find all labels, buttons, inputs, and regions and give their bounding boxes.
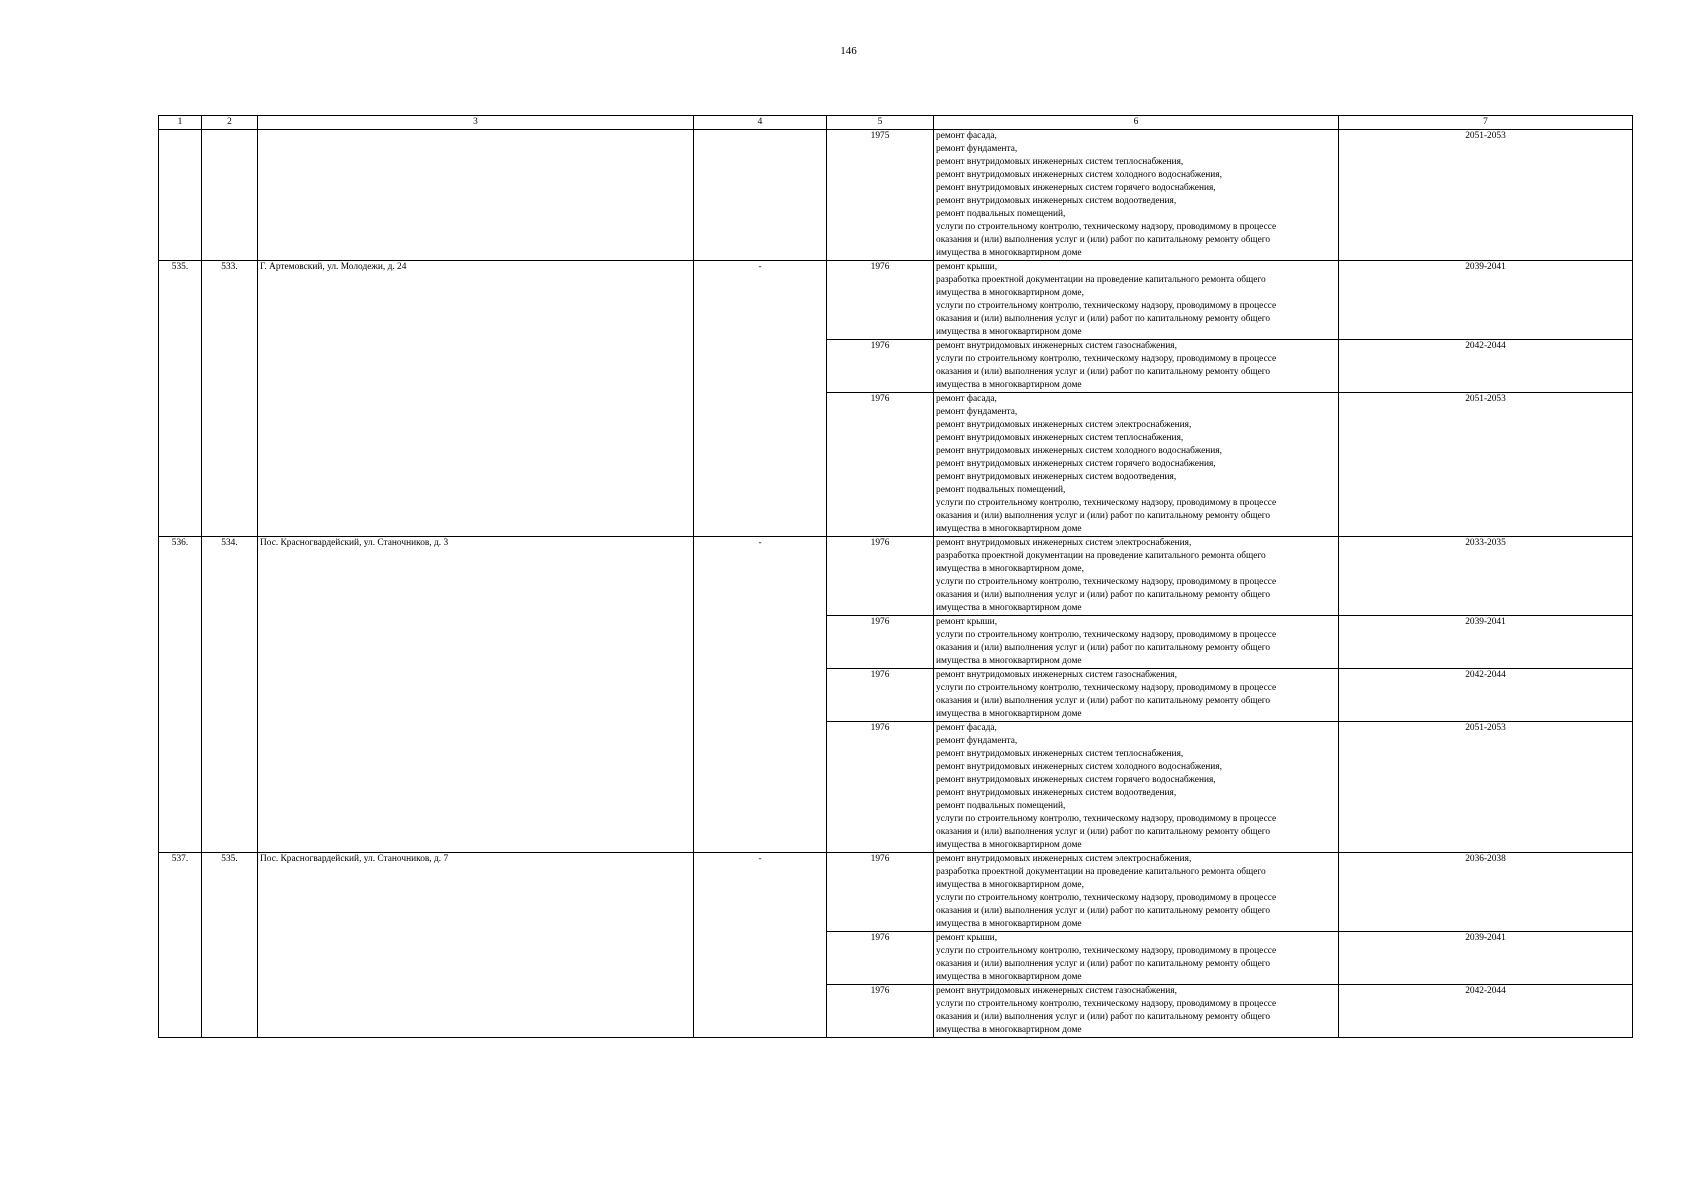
- row-number-cell: 535.: [159, 261, 202, 537]
- works-cell: ремонт крыши, услуги по строительному контролю, техническому надзору, проводимому в процессе оказания и (или) выполнения услуг и (или) работ по капитальному ремонту общего имущества в многоквартирном доме: [934, 932, 1339, 985]
- year-cell: 1975: [827, 130, 934, 261]
- col4-cell: -: [694, 537, 827, 853]
- row-number-cell: 536.: [159, 537, 202, 853]
- address-cell: Пос. Красногвардейский, ул. Станочников, д. 7: [258, 853, 694, 1038]
- works-cell: ремонт внутридомовых инженерных систем газоснабжения, услуги по строительному контролю, техническому надзору, проводимому в процессе оказания и (или) выполнения услуг и (или) работ по капитальному ремонту общего имущества в многоквартирном доме: [934, 669, 1339, 722]
- item-number-cell: 534.: [202, 537, 258, 853]
- header-col-6: 6: [934, 116, 1339, 130]
- table-row: [159, 853, 1633, 932]
- period-cell: 2039-2041: [1339, 932, 1633, 985]
- address-cell: [258, 130, 694, 261]
- header-row: [159, 116, 1633, 130]
- period-cell: 2039-2041: [1339, 616, 1633, 669]
- page-number: 146: [840, 45, 857, 57]
- period-cell: 2042-2044: [1339, 340, 1633, 393]
- table-row: [159, 261, 1633, 340]
- address-cell: Г. Артемовский, ул. Молодежи, д. 24: [258, 261, 694, 537]
- col4-cell: -: [694, 261, 827, 537]
- table-header: [159, 116, 1633, 130]
- period-cell: 2051-2053: [1339, 722, 1633, 853]
- header-col-4: 4: [694, 116, 827, 130]
- year-cell: 1976: [827, 932, 934, 985]
- period-cell: 2051-2053: [1339, 393, 1633, 537]
- works-cell: ремонт крыши, услуги по строительному контролю, техническому надзору, проводимому в процессе оказания и (или) выполнения услуг и (или) работ по капитальному ремонту общего имущества в многоквартирном доме: [934, 616, 1339, 669]
- header-col-2: 2: [202, 116, 258, 130]
- header-col-5: 5: [827, 116, 934, 130]
- year-cell: 1976: [827, 669, 934, 722]
- repair-schedule-table: [158, 115, 1633, 1038]
- item-number-cell: 533.: [202, 261, 258, 537]
- item-number-cell: [202, 130, 258, 261]
- period-cell: 2033-2035: [1339, 537, 1633, 616]
- year-cell: 1976: [827, 722, 934, 853]
- table-row: [159, 537, 1633, 616]
- row-number-cell: 537.: [159, 853, 202, 1038]
- period-cell: 2036-2038: [1339, 853, 1633, 932]
- period-cell: 2051-2053: [1339, 130, 1633, 261]
- header-col-1: 1: [159, 116, 202, 130]
- works-cell: ремонт внутридомовых инженерных систем газоснабжения, услуги по строительному контролю, техническому надзору, проводимому в процессе оказания и (или) выполнения услуг и (или) работ по капитальному ремонту общего имущества в многоквартирном доме: [934, 340, 1339, 393]
- works-cell: ремонт внутридомовых инженерных систем электроснабжения, разработка проектной документации на проведение капитального ремонта общего имущества в многоквартирном доме, услуги по строительному контролю, техническому надзору, проводимому в процессе оказания и (или) выполнения услуг и (или) работ по капитальному ремонту общего имущества в многоквартирном доме: [934, 537, 1339, 616]
- period-cell: 2039-2041: [1339, 261, 1633, 340]
- year-cell: 1976: [827, 853, 934, 932]
- table-row: [159, 130, 1633, 261]
- works-cell: ремонт фасада, ремонт фундамента, ремонт внутридомовых инженерных систем теплоснабжения, ремонт внутридомовых инженерных систем холодного водоснабжения, ремонт внутридомовых инженерных систем горячего водоснабжения, ремонт внутридомовых инженерных систем водоотведения, ремонт подвальных помещений, услуги по строительному контролю, техническому надзору, проводимому в процессе оказания и (или) выполнения услуг и (или) работ по капитальному ремонту общего имущества в многоквартирном доме: [934, 130, 1339, 261]
- table-body: [159, 130, 1633, 1038]
- year-cell: 1976: [827, 261, 934, 340]
- col4-cell: -: [694, 853, 827, 1038]
- period-cell: 2042-2044: [1339, 669, 1633, 722]
- works-cell: ремонт фасада, ремонт фундамента, ремонт внутридомовых инженерных систем электроснабжения, ремонт внутридомовых инженерных систем теплоснабжения, ремонт внутридомовых инженерных систем холодного водоснабжения, ремонт внутридомовых инженерных систем горячего водоснабжения, ремонт внутридомовых инженерных систем водоотведения, ремонт подвальных помещений, услуги по строительному контролю, техническому надзору, проводимому в процессе оказания и (или) выполнения услуг и (или) работ по капитальному ремонту общего имущества в многоквартирном доме: [934, 393, 1339, 537]
- year-cell: 1976: [827, 985, 934, 1038]
- col4-cell: [694, 130, 827, 261]
- year-cell: 1976: [827, 537, 934, 616]
- year-cell: 1976: [827, 393, 934, 537]
- year-cell: 1976: [827, 616, 934, 669]
- period-cell: 2042-2044: [1339, 985, 1633, 1038]
- works-cell: ремонт внутридомовых инженерных систем газоснабжения, услуги по строительному контролю, техническому надзору, проводимому в процессе оказания и (или) выполнения услуг и (или) работ по капитальному ремонту общего имущества в многоквартирном доме: [934, 985, 1339, 1038]
- item-number-cell: 535.: [202, 853, 258, 1038]
- year-cell: 1976: [827, 340, 934, 393]
- works-cell: ремонт крыши, разработка проектной документации на проведение капитального ремонта общего имущества в многоквартирном доме, услуги по строительному контролю, техническому надзору, проводимому в процессе оказания и (или) выполнения услуг и (или) работ по капитальному ремонту общего имущества в многоквартирном доме: [934, 261, 1339, 340]
- address-cell: Пос. Красногвардейский, ул. Станочников, д. 3: [258, 537, 694, 853]
- header-col-7: 7: [1339, 116, 1633, 130]
- row-number-cell: [159, 130, 202, 261]
- works-cell: ремонт фасада, ремонт фундамента, ремонт внутридомовых инженерных систем теплоснабжения, ремонт внутридомовых инженерных систем холодного водоснабжения, ремонт внутридомовых инженерных систем горячего водоснабжения, ремонт внутридомовых инженерных систем водоотведения, ремонт подвальных помещений, услуги по строительному контролю, техническому надзору, проводимому в процессе оказания и (или) выполнения услуг и (или) работ по капитальному ремонту общего имущества в многоквартирном доме: [934, 722, 1339, 853]
- works-cell: ремонт внутридомовых инженерных систем электроснабжения, разработка проектной документации на проведение капитального ремонта общего имущества в многоквартирном доме, услуги по строительному контролю, техническому надзору, проводимому в процессе оказания и (или) выполнения услуг и (или) работ по капитальному ремонту общего имущества в многоквартирном доме: [934, 853, 1339, 932]
- header-col-3: 3: [258, 116, 694, 130]
